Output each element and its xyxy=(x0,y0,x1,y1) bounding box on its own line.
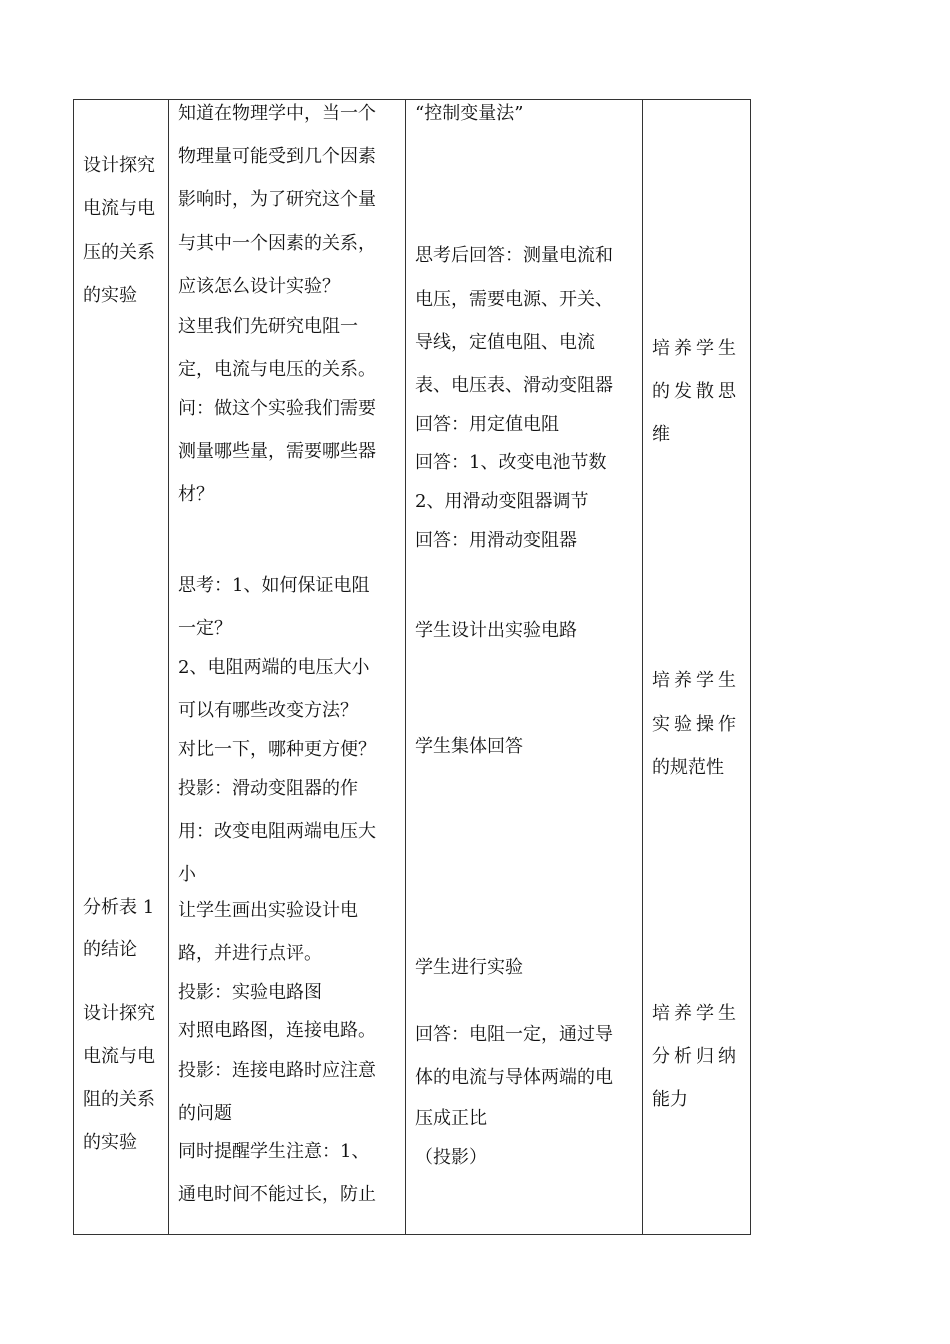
goal-line: 分析归纳 xyxy=(652,1046,740,1067)
section-title-line: 设计探究 xyxy=(83,155,155,176)
student-activity-line: 思考后回答：测量电流和 xyxy=(415,245,613,266)
goal-line: 能力 xyxy=(652,1089,688,1110)
lesson-plan-table xyxy=(73,99,751,1235)
student-activity-line: 表、电压表、滑动变阻器 xyxy=(415,375,613,396)
student-activity-line: 学生设计出实验电路 xyxy=(415,620,577,641)
goal-line: 培养学生 xyxy=(652,1003,740,1024)
section-title-line: 的实验 xyxy=(83,1132,137,1153)
teacher-activity-line: 路，并进行点评。 xyxy=(178,943,322,964)
student-activity-line: 导线，定值电阻、电流 xyxy=(415,332,595,353)
teacher-activity-line: 的问题 xyxy=(178,1103,232,1124)
section-title-line: 的结论 xyxy=(83,939,137,960)
teacher-activity-line: 思考：1、如何保证电阻 xyxy=(178,575,370,596)
section-title-line: 压的关系 xyxy=(83,242,155,263)
student-activity-line: 学生进行实验 xyxy=(415,957,523,978)
teacher-activity-line: 对比一下，哪种更方便？ xyxy=(178,739,376,760)
teacher-activity-line: 知道在物理学中，当一个 xyxy=(178,103,376,124)
teacher-activity-line: 2、电阻两端的电压大小 xyxy=(178,657,370,678)
teacher-activity-line: 材？ xyxy=(178,484,214,505)
teacher-activity-line: 投影：实验电路图 xyxy=(178,982,322,1003)
section-title-line: 的实验 xyxy=(83,285,137,306)
student-activity-line: 学生集体回答 xyxy=(415,736,523,757)
student-activity-line: 回答：1、改变电池节数 xyxy=(415,452,607,473)
section-title-line: 设计探究 xyxy=(83,1003,155,1024)
teacher-activity-line: 应该怎么设计实验？ xyxy=(178,276,340,297)
teacher-activity-line: 对照电路图，连接电路。 xyxy=(178,1020,376,1041)
goal-line: 培养学生 xyxy=(652,670,740,691)
goal-column xyxy=(643,100,750,1234)
student-activity-line: 体的电流与导体两端的电 xyxy=(415,1067,613,1088)
teacher-activity-line: 影响时，为了研究这个量 xyxy=(178,189,376,210)
student-activity-line: 回答：电阻一定，通过导 xyxy=(415,1024,613,1045)
goal-line: 维 xyxy=(652,424,670,445)
teacher-activity-line: 可以有哪些改变方法？ xyxy=(178,700,358,721)
teacher-activity-line: 问：做这个实验我们需要 xyxy=(178,398,376,419)
teacher-activity-line: 小 xyxy=(178,864,196,885)
section-title-line: 分析表 1 xyxy=(83,897,155,918)
teacher-activity-line: 让学生画出实验设计电 xyxy=(178,900,358,921)
student-activity-line: 2、用滑动变阻器调节 xyxy=(415,491,589,512)
teacher-activity-line: 用：改变电阻两端电压大 xyxy=(178,821,376,842)
goal-line: 的发散思 xyxy=(652,381,740,402)
teacher-activity-line: 一定？ xyxy=(178,618,232,639)
teacher-activity-line: 物理量可能受到几个因素 xyxy=(178,146,376,167)
student-activity-line: 电压，需要电源、开关、 xyxy=(415,289,613,310)
teacher-activity-line: 测量哪些量，需要哪些器 xyxy=(178,441,376,462)
teacher-activity-line: 同时提醒学生注意：1、 xyxy=(178,1141,370,1162)
section-title-column xyxy=(74,100,168,1234)
teacher-activity-line: 投影：连接电路时应注意 xyxy=(178,1060,376,1081)
student-activity-line: “控制变量法” xyxy=(415,103,524,124)
student-activity-line: 回答：用滑动变阻器 xyxy=(415,530,577,551)
section-title-line: 电流与电 xyxy=(83,198,155,219)
teacher-activity-line: 定，电流与电压的关系。 xyxy=(178,359,376,380)
section-title-line: 阻的关系 xyxy=(83,1089,155,1110)
goal-line: 培养学生 xyxy=(652,338,740,359)
teacher-activity-column xyxy=(169,100,405,1234)
teacher-activity-line: 与其中一个因素的关系， xyxy=(178,233,376,254)
teacher-activity-line: 投影：滑动变阻器的作 xyxy=(178,778,358,799)
student-activity-column xyxy=(406,100,642,1234)
section-title-line: 电流与电 xyxy=(83,1046,155,1067)
student-activity-line: 压成正比 xyxy=(415,1108,487,1129)
student-activity-line: 回答：用定值电阻 xyxy=(415,414,559,435)
goal-line: 的规范性 xyxy=(652,757,724,778)
teacher-activity-line: 通电时间不能过长，防止 xyxy=(178,1184,376,1205)
student-activity-line: （投影） xyxy=(415,1147,487,1168)
teacher-activity-line: 这里我们先研究电阻一 xyxy=(178,316,358,337)
goal-line: 实验操作 xyxy=(652,714,740,735)
